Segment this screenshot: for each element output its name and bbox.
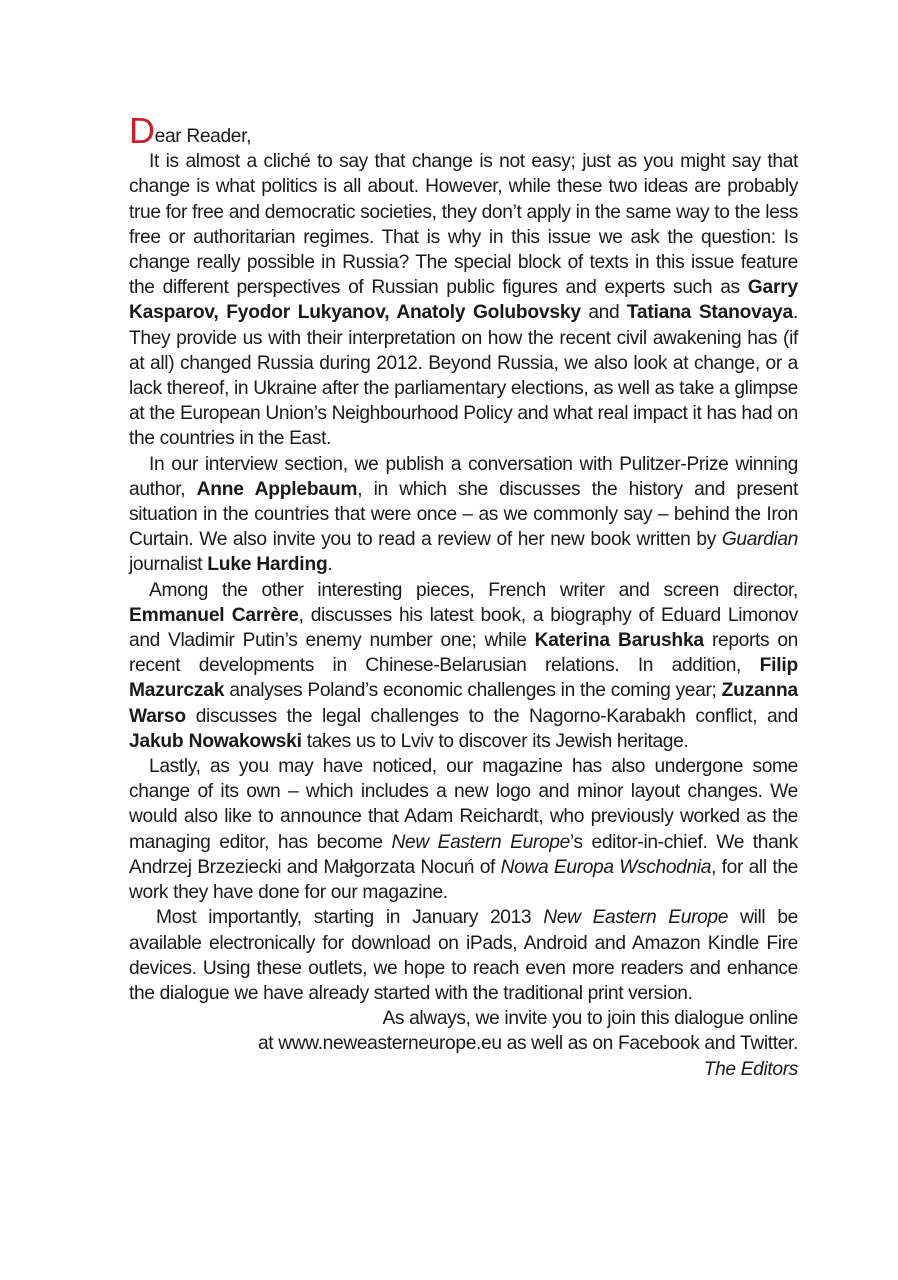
text-run: and [580,302,627,324]
text-run: will be available electronically for download on iPads, Android and Amazon Kindle Fire devices. Using these outlets, we hope to reach even more readers and enhance the dialogue we have already started with the traditional print version. [129,907,798,1004]
bold-name: Emmanuel Carrère [129,604,299,626]
text-run: takes us to Lviv to discover its Jewish heritage. [301,730,689,752]
paragraph-interview [129,452,798,578]
text-run: , discusses his latest book, a biography of Eduard Limonov and Vladimir Putin’s enemy number one; while [129,604,798,652]
closing-line-2: at www.neweasterneurope.eu as well as on Facebook and Twitter. [257,1033,798,1055]
text-run: , for all the work they have done for our magazine. [129,856,798,904]
bold-name: Luke Harding [207,554,328,576]
text-run: It is almost a cliché to say that change is not easy; just as you might say that change is what politics is all about. However, while these two ideas are probably true for free and democratic societies, they don’t apply in the same way to the less free or authoritarian regimes. That is why in this issue we ask the question: Is change really possible in Russia? The special block of texts in this issue feature the different perspectives of Russian public figures and experts such as [129,151,798,299]
bold-name: Zuzanna Warso [129,680,798,727]
bold-name: Jakub Nowakowski [129,730,302,752]
drop-cap: D [129,110,155,151]
bold-name: Tatiana Stanovaya [626,302,793,324]
text-run: journalist [129,554,208,576]
text-run: . [327,554,333,576]
paragraph-other-pieces [129,578,798,754]
bold-name: Katerina Barushka [534,630,704,652]
text-run: reports on recent developments in Chinese-Belarusian relations. In addition, [129,630,798,677]
text-run: , in which she discusses the history and present situation in the countries that were once – as we commonly say – behind the Iron Curtain. We also invite you to read a review of her new book written by [129,478,798,551]
bold-name: Anne Applebaum [196,478,358,500]
italic-title: New Eastern Europe [391,831,570,853]
text-run: Lastly, as you may have noticed, our magazine has also undergone some change of its own – which includes a new logo and minor layout changes. We would also like to announce that Adam Reichardt, who previously worked as the managing editor, has become [129,756,798,853]
paragraph-digital-edition [129,905,798,1006]
italic-title: New Eastern Europe [543,907,729,929]
text-run: ’s editor-in-chief. We thank Andrzej Brzeziecki and Małgorzata Nocuń of [129,831,798,878]
bold-name: Filip Mazurczak [129,655,798,702]
signature-text: The Editors [703,1058,798,1080]
greeting-text: ear Reader, [154,126,252,147]
text-run: . They provide us with their interpretation on how the recent civil awakening has (if at all) changed Russia during 2012. Beyond Russia, we also look at change, or a lack thereof, in Ukraine after the parliamentary elections, as well as take a glimpse at the European Union’s Neighbourhood Policy and what real impact it has had on the countries in the East. [129,302,798,450]
closing-line-1: As always, we invite you to join this dialogue online [382,1008,798,1030]
text-run: discusses the legal challenges to the Nagorno-Karabakh conflict, and [185,705,798,727]
editorial-letter [129,110,798,1082]
greeting [129,110,798,151]
text-run: In our interview section, we publish a conversation with Pulitzer-Prize winning author, [129,453,798,500]
italic-title: Nowa Europa Wschodnia [500,856,712,878]
text-run: Among the other interesting pieces, French writer and screen director, [149,579,798,601]
paragraph-magazine-changes [129,754,798,905]
text-run: Most importantly, starting in January 2013 [156,907,544,929]
text-run: analyses Poland’s economic challenges in the coming year; [224,680,722,702]
italic-title: Guardian [721,529,798,551]
paragraph-intro [129,149,798,451]
bold-name: Garry Kasparov, Fyodor Lukyanov, Anatoly Golubovsky [129,277,798,324]
signature [129,1057,798,1082]
